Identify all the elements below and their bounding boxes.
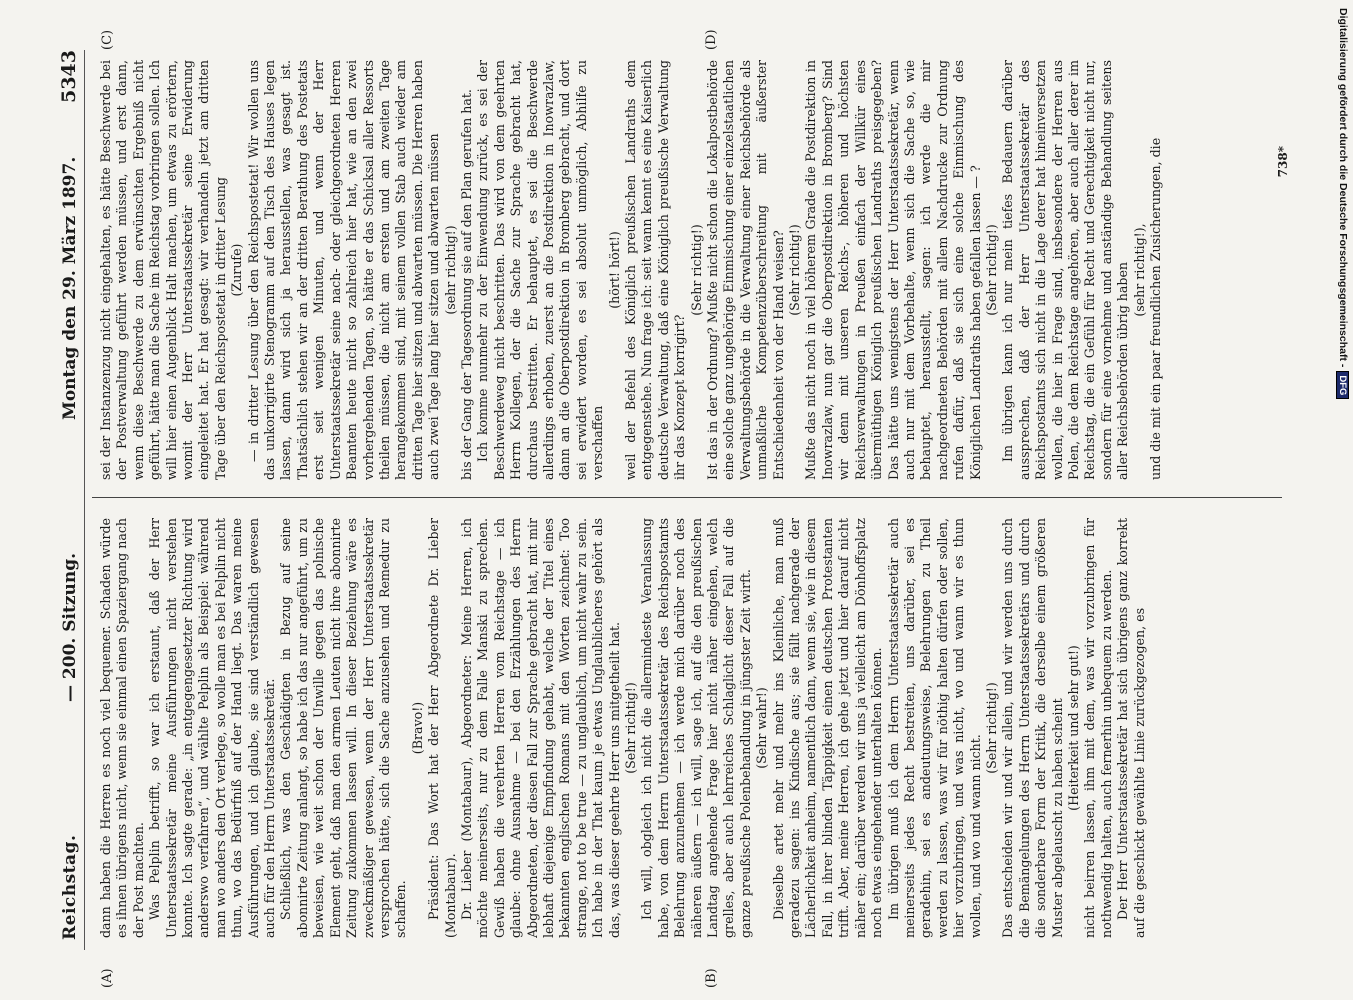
header-session: — 200. Sitzung. (60, 552, 80, 702)
header-rule (84, 50, 85, 950)
paragraph: Ich will, obgleich ich nicht die allermindeste Veranlassung habe, von dem Herrn Unterstaatssekretär des Reichspostamts Belehrung anzunehmen — ich werde mich darüber noch des näheren äußern — ich will, sage ich, auf die den preußischen Landtag angehende Frage hier nicht näher eingehen, welch grelles, aber auch lehrreiches Schlaglicht dieser Fall auf die ganze preußische Polenbehandlung in jüngster Zeit wirft. (639, 518, 753, 938)
page-number: 5343 (58, 50, 80, 103)
margin-mark-a: (A) (100, 968, 115, 988)
paragraph: dann haben die Herren es noch viel bequemer. Schaden würde es ihnen übrigens nicht, wenn sie einmal einen Spaziergang nach der Post machten. (98, 518, 146, 938)
paragraph: nicht beirren lassen, ihm mit dem, was wir vorzubringen für nothwendig halten, auch fernerhin unbequem zu werden. (1082, 518, 1114, 938)
paragraph: und die mit ein paar freundlichen Zusicherungen, die (1148, 137, 1163, 480)
header-title: Reichstag. (60, 834, 80, 940)
paragraph: Dieselbe artet mehr und mehr ins Kleinliche, man muß geradezu sagen: ins Kindische aus; sie fällt nachgerade der Lächerlichkeit anheim, namentlich dann, wenn sie, wie in diesem Fall, in ihrer blinden Täppigkeit einen deutschen Protestanten trifft. Aber, meine Herren, ich gehe jetzt und hier darauf nicht näher ein; darüber werden wir uns ja vielleicht am Dönhoffsplatz noch etwas eingehender unterhalten können. (770, 518, 885, 938)
paragraph: Was Pelplin betrifft, so war ich erstaunt, daß der Herr Unterstaatssekretär meine Ausführungen nicht verstehen konnte. Ich sagte gerade: „in entgegengesetzter Richtung wird anderswo verfahren“, und wählte Pelplin als Beispiel: während man wo anders den Ort verlege, so wolle man es bei Pelplin nicht thun, wo das Bedürfniß auf der Hand liegt. Das waren meine Ausführungen, und ich glaube, sie sind verständlich gewesen auch für den Herrn Unterstaatssekretär. (147, 518, 278, 938)
interjection: (Sehr richtig!) (983, 682, 999, 774)
paragraph: Im übrigen muß ich dem Herrn Unterstaatssekretär auch meinerseits jedes Recht bestreiten, uns darüber, sei es geradehin, sei es andeutungsweise, Belehrungen zu Theil werden zu lassen, was wir für nöthig halten dürfen oder sollen, hier vorzubringen, und was nicht, wo und wann wir es thun wollen, und wo und wann nicht. (885, 518, 983, 938)
interjection: (Sehr richtig!) (688, 224, 704, 316)
margin-mark-b: (B) (704, 968, 719, 988)
interjection: (Sehr wahr!) (754, 687, 770, 769)
dfg-logo: DFG (1336, 371, 1349, 399)
header-date: Montag den 29. März 1897. (60, 156, 80, 420)
interjection: (Bravo!) (409, 701, 425, 755)
paragraph: bis der Gang der Tagesordnung sie auf den Plan gerufen hat. (458, 89, 474, 480)
digitization-note-text: Digitalisierung gefördert durch die Deutsche Forschungsgemeinschaft - (1337, 8, 1349, 368)
column-divider (92, 497, 1282, 498)
interjection: (Sehr richtig!) (983, 224, 999, 316)
interjection: (Heiterkeit und sehr gut!) (1065, 645, 1081, 811)
digitization-note (1335, 8, 1349, 768)
paragraph: weil der Befehl des Königlich preußischen Landraths dem entgegenstehe. Nun frage ich: seit wann kennt es eine Kaiserlich deutsche Verwaltung, daß eine Königlich preußische Verwaltung ihr das Konzept korrigirt? (623, 60, 688, 480)
interjection: (sehr richtig!), (1131, 223, 1147, 317)
right-column (98, 60, 1278, 480)
margin-mark-d: (D) (704, 29, 719, 50)
paragraph: Präsident: Das Wort hat der Herr Abgeordnete Dr. Lieber (Montabaur). (426, 518, 458, 938)
interjection: (Sehr richtig!) (623, 682, 638, 774)
margin-mark-c: (C) (100, 29, 115, 50)
interjection: (Sehr richtig!) (787, 224, 803, 316)
interjection: (sehr richtig!) (442, 225, 458, 315)
paragraph: Das entscheiden wir und wir allein, und wir werden uns durch die Bemängelungen des Herrn Unterstaatssekretärs und durch die sonderbare Form der Kritik, die derselbe einem größeren Muster abgelauscht zu haben scheint (1000, 518, 1065, 938)
paragraph: Ist das in der Ordnung? Mußte nicht schon die Lokalpostbehörde eine solche ganz ungehörige Einmischung einer einzelstaatlichen Verwaltungsbehörde in die Verwaltung einer Reichsbehörde als unmaßliche Kompetenzüberschreitung mit äußerster Entschiedenheit von der Hand weisen? (705, 60, 786, 480)
interjection: (Zurufe) (229, 243, 245, 297)
interjection: (hört! hört!) (606, 231, 622, 309)
paragraph: Der Herr Unterstaatssekretär hat sich übrigens ganz korrekt auf die geschickt gewählte Linie zurückgezogen, es (1115, 518, 1147, 938)
page-header (56, 50, 86, 950)
paragraph: — in dritter Lesung über den Reichspostetat! Wir wollen uns das unkorrigirte Stenogramm auf den Tisch des Hauses legen lassen, dann wird sich ja herausstellen, was gesagt ist. Thatsächlich stehen wir an der dritten Berathung des Postetats erst seit wenigen Minuten, und wenn der Herr Unterstaatssekretär seine nach- oder gleichgeordneten Herren Beamten heute nicht so zahlreich hier hat, wie an den zwei vorhergehenden Tagen, so hätte er das Schicksal aller Ressorts theilen müssen, die nicht am ersten und am zweiten Tage herangekommen sind, mit seinem vollen Stab auch wieder am dritten Tage hier sitzen und abwarten müssen. Die Herren haben auch zwei Tage lang hier sitzen und abwarten müssen (245, 60, 442, 480)
paragraph: Im übrigen kann ich nur mein tiefes Bedauern darüber aussprechen, daß der Herr Unterstaatssekretär des Reichspostamts sich nicht in die Lage derer hat hineinversetzen wollen, die hier in Frage sind, insbesondere der Herren aus Polen, die dem Reichstage angehören, aber auch aller derer im Reichstag, die ein Gefühl für Recht und Gerechtigkeit nicht nur, sondern für eine vornehme und anständige Behandlung seitens aller Reichsbehörden übrig haben (1000, 60, 1131, 480)
paragraph: sei der Instanzenzug nicht eingehalten, es hätte Beschwerde bei der Postverwaltung geführt werden müssen, und erst dann, wenn diese Beschwerde zu dem erwünschten Ergebniß nicht geführt, hätte man die Sache im Reichstag vorbringen sollen. Ich will hier einen Augenblick Halt machen, um etwas zu erörtern, womit der Herr Unterstaatssekretär seine Erwiderung eingeleitet hat. Er hat gesagt: wir verhandeln jetzt am dritten Tage über den Reichspostetat in dritter Lesung (98, 60, 228, 480)
left-column (98, 518, 1278, 938)
document-page (56, 29, 1296, 988)
paragraph: Schließlich, was den Geschädigten in Bezug auf seine abonnirte Zeitung anlangt, so habe ich das nur angeführt, um zu beweisen, wie weit schon der Unwille gegen das polnische Element geht, daß man den armen Leuten nicht ihre abonnirte Zeitung zukommen lassen will. In dieser Beziehung wäre es zweckmäßiger gewesen, wenn der Herr Unterstaatssekretär versprochen hätte, sich die Sache anzusehen und Remedur zu schaffen. (278, 518, 409, 938)
paragraph: Dr. Lieber (Montabaur), Abgeordneter: Meine Herren, ich möchte meinerseits, nur zu dem Falle Manski zu sprechen. Gewiß haben die verehrten Herren vom Reichstage — ich glaube: ohne Ausnahme — bei den Erzählungen des Herrn Abgeordneten, der diesen Fall zur Sprache gebracht hat, mit mir lebhaft diejenige Empfindung gehabt, welche der Titel eines bekannten englischen Romans mit den Worten zeichnet: Too strange, not to be true — zu unglaublich, um nicht wahr zu sein. Ich habe in der That kaum je etwas Unglaublicheres gehört als das, was dieser geehrte Herr uns mitgetheilt hat. (458, 518, 622, 938)
paragraph: Ich komme nunmehr zu der Einwendung zurück, es sei der Beschwerdeweg nicht beschritten. Das wird von dem geehrten Herrn Kollegen, der die Sache zur Sprache gebracht hat, durchaus bestritten. Er behauptet, es sei die Beschwerde allerdings erhoben, zuerst an die Postdirektion in Inowrazlaw, dann an die Oberpostdirektion in Bromberg gebracht, und dort sei erwidert worden, es sei absolut unmöglich, Abhilfe zu verschaffen (475, 60, 606, 480)
signature-mark: 738* (1276, 146, 1290, 178)
paragraph: Mußte das nicht noch in viel höherem Grade die Postdirektion in Inowrazlaw, nun gar die Oberpostdirektion in Bromberg? Sind wir denn mit unseren Reichs-, höheren und höchsten Reichsverwaltungen in Preußen einfach der Willkür eines übermüthigen Königlich preußischen Landraths preisgegeben? Das hätte uns wenigstens der Herr Unterstaatssekretär, wenn auch nur mit dem Vorbehalte, wenn sich die Sache so, wie behauptet, herausstellt, sagen: ich werde die mir nachgeordneten Behörden mit allem Nachdrucke zur Ordnung rufen dafür, daß sie sich eine solche Einmischung des Königlichen Landraths haben gefallen lassen — ? (803, 60, 983, 480)
